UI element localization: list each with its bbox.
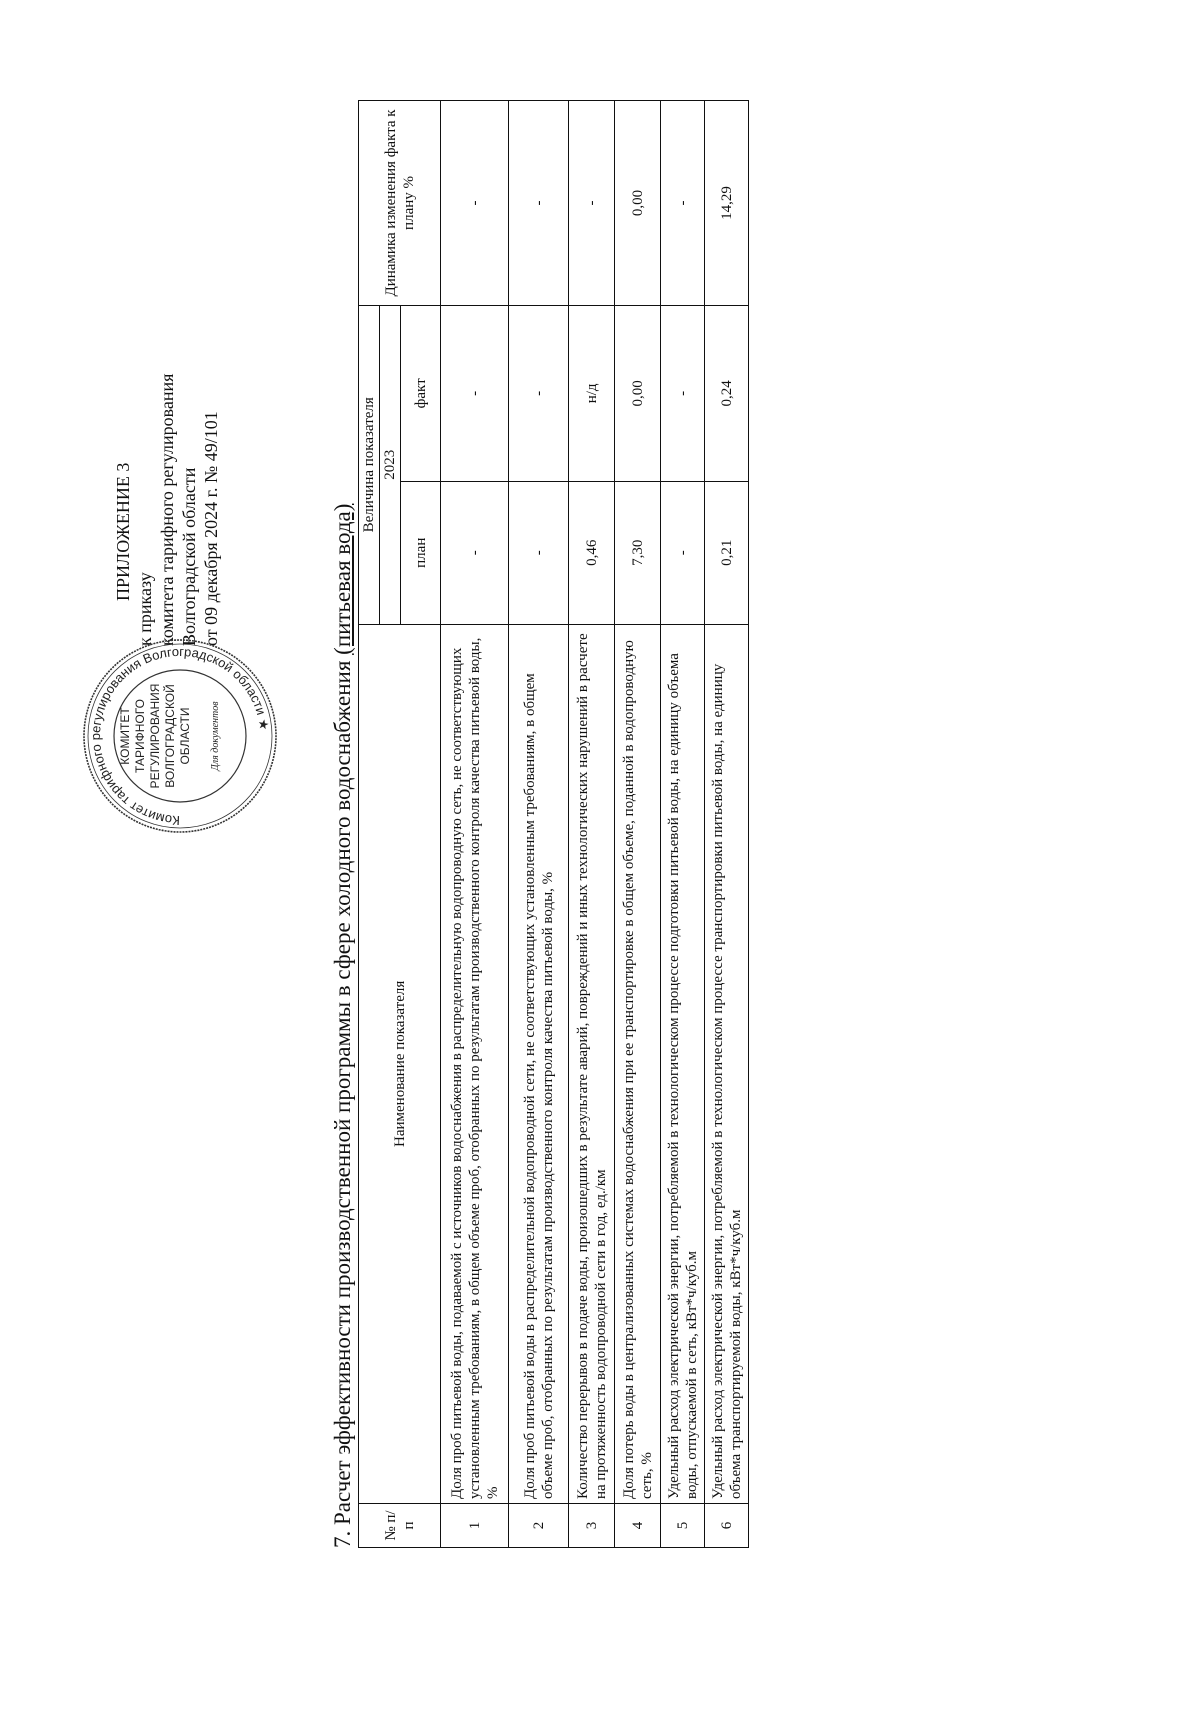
header-num: № п/п (359, 1504, 441, 1548)
stamp-line: ВОЛГОГРАДСКОЙ (163, 684, 177, 788)
row-plan: - (441, 481, 509, 624)
stamp-line: КОМИТЕТ (118, 707, 132, 765)
row-num: 2 (509, 1504, 569, 1548)
row-dynamics: - (569, 101, 615, 306)
row-plan: 0,46 (569, 481, 615, 624)
stamp-docs-text: Для документов (210, 701, 221, 771)
table-row (661, 101, 705, 1548)
row-fact: - (661, 305, 705, 481)
row-num: 3 (569, 1504, 615, 1548)
appendix-label: ПРИЛОЖЕНИЕ 3 (113, 462, 133, 601)
efficiency-table (358, 100, 749, 1548)
row-dynamics: 14,29 (705, 101, 749, 306)
header-name: Наименование показателя (359, 624, 441, 1503)
row-plan: - (661, 481, 705, 624)
header-year: 2023 (380, 305, 401, 624)
stamp-center-text (118, 636, 193, 836)
order-reference: к приказу (135, 572, 155, 646)
stamp-line: ТАРИФНОГО (133, 699, 147, 773)
row-name: Доля проб питьевой воды в распределительной водопроводной сети, не соответствующих установленным требованиям, в общем объеме проб, отобранных по результатам производственного контроля качества питьевой воды, % (509, 624, 569, 1503)
row-name: Удельный расход электрической энергии, потребляемой в технологическом процессе подготовки питьевой воды, на единицу объема воды, отпускаемой в сеть, кВт*ч/куб.м (661, 624, 705, 1503)
table-row (569, 101, 615, 1548)
appendix-header (112, 26, 222, 646)
title-underlined: (питьевая вода) (330, 503, 355, 655)
stamp-ring-text: Комитет тарифного регулирования Волгоградской области ★ (87, 643, 272, 829)
committee-name: комитета тарифного регулирования (157, 373, 177, 646)
section-title (330, 504, 356, 1548)
header-fact: факт (401, 305, 441, 481)
row-dynamics: - (661, 101, 705, 306)
row-dynamics: - (441, 101, 509, 306)
row-name: Количество перерывов в подаче воды, произошедших в результате аварий, повреждений и иных технологических нарушений в расчете на протяженность водопроводной сети в год, ед./км (569, 624, 615, 1503)
row-name: Доля проб питьевой воды, подаваемой с источников водоснабжения в распределительную водопроводную сеть, не соответствующих установленным требованиям, в общем объеме проб, отобранных по результатам производственного контроля качества питьевой воды, % (441, 624, 509, 1503)
table-row (441, 101, 509, 1548)
title-text: 7. Расчет эффективности производственной программы в сфере холодного водоснабжения (330, 654, 355, 1548)
row-fact: 0,24 (705, 305, 749, 481)
row-fact: 0,00 (615, 305, 661, 481)
row-name: Доля потерь воды в централизованных системах водоснабжения при ее транспортировке в общем объеме, поданной в водопроводную сеть, % (615, 624, 661, 1503)
stamp-line: РЕГУЛИРОВАНИЯ (148, 683, 162, 789)
stamp-line: ОБЛАСТИ (178, 707, 192, 765)
table-row (615, 101, 661, 1548)
row-fact: - (509, 305, 569, 481)
table-row (509, 101, 569, 1548)
header-dynamics: Динамика изменения факта к плану % (359, 101, 441, 306)
row-num: 1 (441, 1504, 509, 1548)
row-name: Удельный расход электрической энергии, потребляемой в технологическом процессе транспортировки питьевой воды, на единицу объема транспортируемой воды, кВт*ч/куб.м (705, 624, 749, 1503)
row-fact: - (441, 305, 509, 481)
row-num: 5 (661, 1504, 705, 1548)
row-plan: 7,30 (615, 481, 661, 624)
region-name: Волгоградской области (179, 467, 199, 646)
row-fact: н/д (569, 305, 615, 481)
table-row (705, 101, 749, 1548)
header-value-group: Величина показателя (359, 305, 380, 624)
row-plan: - (509, 481, 569, 624)
header-plan: план (401, 481, 441, 624)
row-dynamics: 0,00 (615, 101, 661, 306)
row-dynamics: - (509, 101, 569, 306)
row-plan: 0,21 (705, 481, 749, 624)
row-num: 6 (705, 1504, 749, 1548)
row-num: 4 (615, 1504, 661, 1548)
order-date-number: от 09 декабря 2024 г. № 49/101 (201, 411, 221, 646)
official-stamp (80, 636, 280, 836)
